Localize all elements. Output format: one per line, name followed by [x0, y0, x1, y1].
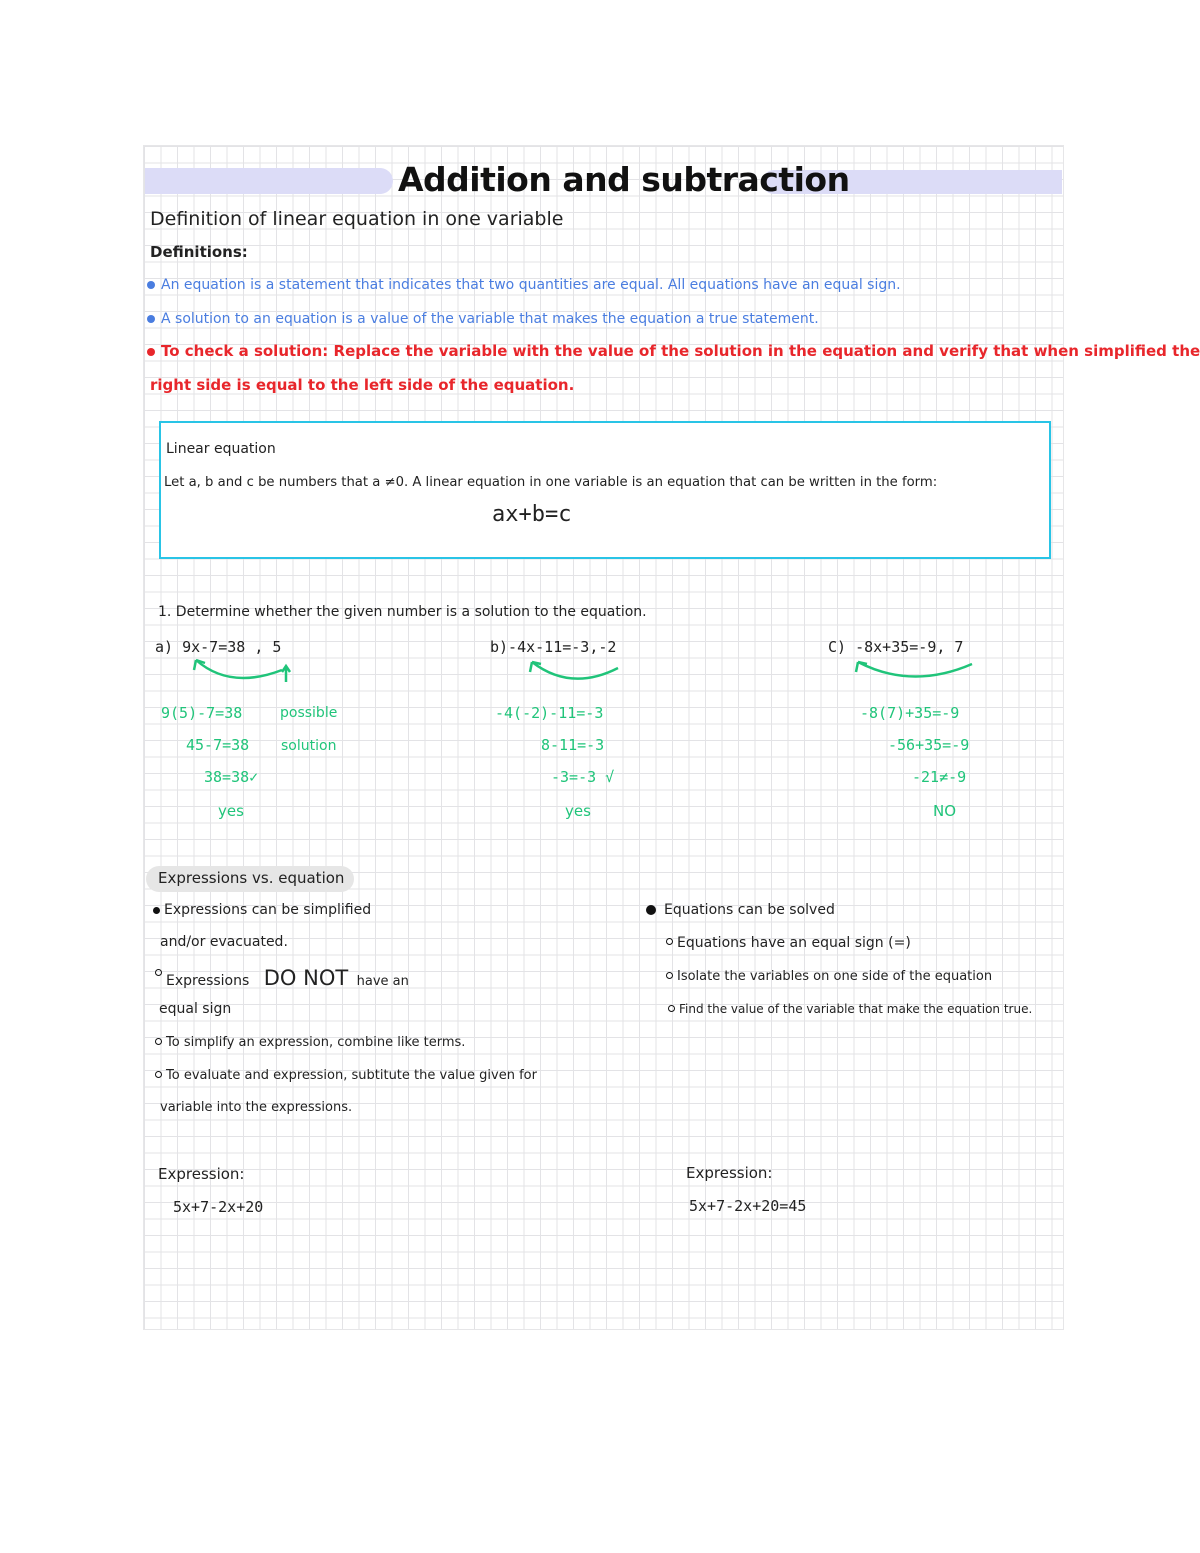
do-not-emphasis: DO NOT	[263, 966, 349, 990]
left-bullet-4-text: To evaluate and expression, subtitute the value given for	[166, 1068, 537, 1083]
ring-bullet-icon	[155, 969, 162, 976]
check-solution-line-2: right side is equal to the left side of the equation.	[150, 376, 575, 394]
arrow-arc-a	[190, 656, 300, 686]
bullet-icon	[147, 315, 155, 323]
check-solution-text-1: To check a solution: Replace the variable with the value of the solution in the equation and verify that when simplified the	[161, 342, 1200, 360]
arrow-arc-c	[852, 658, 982, 686]
ring-bullet-icon	[666, 972, 673, 979]
c-answer: NO	[933, 802, 957, 820]
left-bullet-3	[155, 1035, 465, 1050]
bullet-icon	[153, 907, 160, 914]
b-answer: yes	[565, 802, 591, 820]
box-text: Let a, b and c be numbers that a ≠0. A linear equation in one variable is an equation that can be written in the form:	[164, 475, 938, 490]
left-bullet-1-cont: and/or evacuated.	[160, 934, 288, 950]
right-bullet-2	[666, 935, 911, 951]
example-left-value: 5x+7-2x+20	[173, 1198, 264, 1216]
example-left-label: Expression:	[158, 1165, 245, 1183]
definition-1-text: An equation is a statement that indicates that two quantities are equal. All equations have an equal sign.	[161, 277, 901, 293]
bullet-icon	[147, 348, 155, 356]
left-bullet-2-text-b: have an	[356, 974, 409, 989]
c-step-2: -56+35=-9	[888, 736, 970, 754]
linear-equation-box	[159, 421, 1051, 559]
definitions-label: Definitions:	[150, 243, 248, 261]
a-step-1-note: possible	[280, 705, 338, 721]
problem-b-equation: b)-4x-11=-3,-2	[490, 638, 617, 656]
left-bullet-2	[155, 966, 409, 990]
right-bullet-4-text: Find the value of the variable that make the equation true.	[679, 1002, 1033, 1016]
right-bullet-3	[666, 969, 992, 984]
arrow-arc-b	[526, 658, 626, 686]
definition-2	[147, 311, 819, 327]
box-label: Linear equation	[166, 441, 276, 457]
definition-1	[147, 277, 901, 293]
page-title: Addition and subtraction	[398, 160, 850, 199]
ring-bullet-icon	[155, 1071, 162, 1078]
section-heading: Definition of linear equation in one variable	[150, 208, 564, 230]
example-right-value: 5x+7-2x+20=45	[689, 1197, 807, 1215]
left-bullet-2-text: Expressions	[166, 973, 250, 989]
bullet-icon	[147, 281, 155, 289]
left-bullet-1-text: Expressions can be simplified	[164, 902, 372, 918]
problem-prompt: 1. Determine whether the given number is a solution to the equation.	[158, 604, 647, 620]
problem-a-equation: a) 9x-7=38 , 5	[155, 638, 282, 656]
ring-bullet-icon	[668, 1005, 675, 1012]
right-bullet-2-text: Equations have an equal sign (=)	[677, 935, 911, 951]
c-step-3: -21≠-9	[912, 768, 967, 786]
left-bullet-4	[155, 1068, 537, 1083]
b-step-3: -3=-3 √	[551, 768, 615, 786]
left-bullet-3-text: To simplify an expression, combine like terms.	[166, 1035, 466, 1050]
right-bullet-1-text: Equations can be solved	[664, 902, 835, 918]
c-step-1: -8(7)+35=-9	[860, 704, 960, 722]
ring-bullet-icon	[155, 1038, 162, 1045]
a-step-2: 45-7=38	[186, 736, 250, 754]
ring-bullet-icon	[666, 938, 673, 945]
right-bullet-4	[668, 1002, 1032, 1016]
section-pill-label: Expressions vs. equation	[158, 869, 345, 887]
box-formula: ax+b=c	[492, 502, 572, 527]
left-bullet-2-cont: equal sign	[159, 1001, 232, 1017]
a-step-3: 38=38✓	[204, 768, 259, 786]
b-step-1: -4(-2)-11=-3	[495, 704, 604, 722]
a-step-2-note: solution	[281, 738, 337, 754]
left-bullet-4-cont: variable into the expressions.	[160, 1100, 353, 1115]
left-bullet-1	[153, 902, 371, 918]
b-step-2: 8-11=-3	[541, 736, 605, 754]
a-answer: yes	[218, 802, 244, 820]
title-highlight-left	[145, 168, 393, 194]
bullet-icon	[646, 905, 656, 915]
right-bullet-1	[646, 902, 835, 918]
check-solution-line-1	[147, 342, 1200, 360]
example-right-label: Expression:	[686, 1164, 773, 1182]
definition-2-text: A solution to an equation is a value of the variable that makes the equation a true statement.	[161, 311, 819, 327]
right-bullet-3-text: Isolate the variables on one side of the equation	[677, 969, 993, 984]
a-step-1: 9(5)-7=38	[161, 704, 243, 722]
problem-c-equation: C) -8x+35=-9, 7	[828, 638, 964, 656]
